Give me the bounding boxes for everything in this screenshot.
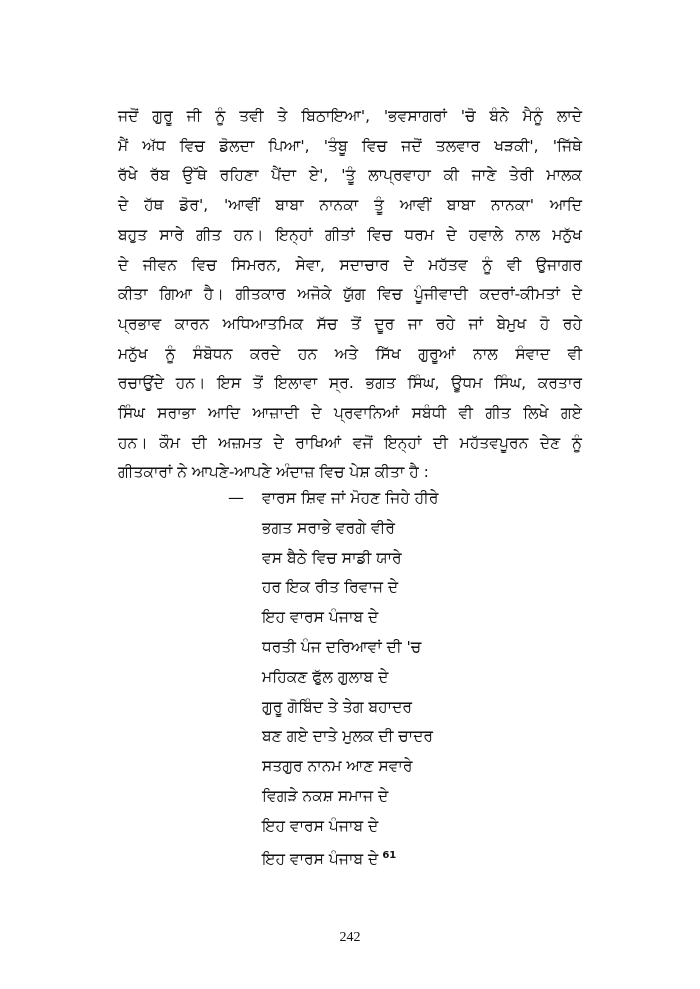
verse-line: ਬਣ ਗਏ ਦਾਤੇ ਮੁਲਕ ਦੀ ਚਾਦਰ xyxy=(262,727,434,746)
page-number: 242 xyxy=(339,930,361,945)
verse-line: ਇਹ ਵਾਰਸ ਪੰਜਾਬ ਦੇ xyxy=(262,816,379,835)
paragraph-line: ਦੇ ਜੀਵਨ ਵਿਚ ਸਿਮਰਨ, ਸੇਵਾ, ਸਦਾਚਾਰ ਦੇ ਮਹੱਤਵ ਨੂੰ ਵੀ ਉਜਾਗਰ xyxy=(118,255,582,274)
footnote-reference: 61 xyxy=(382,849,397,861)
paragraph-line: ਗੀਤਕਾਰਾਂ ਨੇ ਆਪਣੇ-ਆਪਣੇ ਅੰਦਾਜ਼ ਵਿਚ ਪੇਸ਼ ਕੀਤਾ ਹੈ : xyxy=(118,463,429,482)
paragraph-line: ਸਿੰਘ ਸਰਾਭਾ ਆਦਿ ਆਜ਼ਾਦੀ ਦੇ ਪ੍ਰਵਾਨਿਆਂ ਸਬੰਧੀ ਵੀ ਗੀਤ ਲਿਖੇ ਗਏ xyxy=(118,404,582,422)
verse-line: ਗੁਰੂ ਗੋਬਿੰਦ ਤੇ ਤੇਗ ਬਹਾਦਰ xyxy=(262,697,412,716)
verse-line: ਹਰ ਇਕ ਰੀਤ ਰਿਵਾਜ ਦੇ xyxy=(262,578,399,597)
paragraph-line: ਮੈਂ ਅੱਧ ਵਿਚ ਡੋਲਦਾ ਪਿਆ', 'ਤੰਬੂ ਵਿਚ ਜਦੋਂ ਤਲਵਾਰ ਖੜਕੀ', 'ਜਿੱਥੇ xyxy=(118,136,582,155)
paragraph-line: ਹਨ। ਕੌਮ ਦੀ ਅਜ਼ਮਤ ਦੇ ਰਾਖਿਆਂ ਵਜੋਂ ਇਨ੍ਹਾਂ ਦੀ ਮਹੱਤਵਪੂਰਨ ਦੇਣ ਨੂੰ xyxy=(118,433,582,452)
paragraph-line: ਦੇ ਹੱਥ ਡੋਰ', 'ਆਵੀਂ ਬਾਬਾ ਨਾਨਕਾ ਤੂੰ ਆਵੀਂ ਬਾਬਾ ਨਾਨਕਾ' ਆਦਿ xyxy=(118,196,582,215)
paragraph-line: ਰਚਾਉਂਦੇ ਹਨ। ਇਸ ਤੋਂ ਇਲਾਵਾ ਸ੍ਰ. ਭਗਤ ਸਿੰਘ, ਊਧਮ ਸਿੰਘ, ਕਰਤਾਰ xyxy=(118,374,582,393)
verse-line-text: ਇਹ ਵਾਰਸ ਪੰਜਾਬ ਦੇ xyxy=(262,849,379,868)
verse-dash: — xyxy=(228,488,244,507)
verse-line-with-footnote xyxy=(262,846,396,869)
paragraph-line: ਬਹੁਤ ਸਾਰੇ ਗੀਤ ਹਨ। ਇਨ੍ਹਾਂ ਗੀਤਾਂ ਵਿਚ ਧਰਮ ਦੇ ਹਵਾਲੇ ਨਾਲ ਮਨੁੱਖ xyxy=(118,225,582,244)
paragraph-line: ਮਨੁੱਖ ਨੂੰ ਸੰਬੋਧਨ ਕਰਦੇ ਹਨ ਅਤੇ ਸਿੱਖ ਗੁਰੂਆਂ ਨਾਲ ਸੰਵਾਦ ਵੀ xyxy=(118,344,582,363)
verse-line: ਇਹ ਵਾਰਸ ਪੰਜਾਬ ਦੇ xyxy=(262,608,379,627)
verse-line: ਵਾਰਸ ਸ਼ਿਵ ਜਾਂ ਮੋਹਣ ਜਿਹੇ ਹੀਰੇ xyxy=(262,489,439,507)
verse-line: ਧਰਤੀ ਪੰਜ ਦਰਿਆਵਾਂ ਦੀ 'ਚ xyxy=(262,638,422,656)
verse-line: ਮਹਿਕਣ ਫੁੱਲ ਗੁਲਾਬ ਦੇ xyxy=(262,667,389,686)
verse-line: ਭਗਤ ਸਰਾਭੇ ਵਰਗੇ ਵੀਰੇ xyxy=(262,518,395,537)
paragraph-line: ਪ੍ਰਭਾਵ ਕਾਰਨ ਅਧਿਆਤਮਿਕ ਸੱਚ ਤੋਂ ਦੂਰ ਜਾ ਰਹੇ ਜਾਂ ਬੇਮੁਖ ਹੋ ਰਹੇ xyxy=(118,314,582,333)
paragraph-line: ਕੀਤਾ ਗਿਆ ਹੈ। ਗੀਤਕਾਰ ਅਜੋਕੇ ਯੁੱਗ ਵਿਚ ਪੂੰਜੀਵਾਦੀ ਕਦਰਾਂ-ਕੀਮਤਾਂ ਦੇ xyxy=(118,285,582,304)
verse-line: ਵਿਗੜੇ ਨਕਸ਼ ਸਮਾਜ ਦੇ xyxy=(262,787,389,805)
paragraph-line: ਜਦੋਂ ਗੁਰੂ ਜੀ ਨੂੰ ਤਵੀ ਤੇ ਬਿਠਾਇਆ', 'ਭਵਸਾਗਰਾਂ 'ਚੋ ਬੰਨੇ ਮੈਨੂੰ ਲਾਦੇ xyxy=(118,107,582,125)
verse-line: ਵਸ ਬੈਠੇ ਵਿਚ ਸਾਡੀ ਯਾਰੇ xyxy=(262,548,402,567)
paragraph-line: ਰੱਖੇ ਰੱਬ ਉੱਥੇ ਰਹਿਣਾ ਪੈਂਦਾ ਏ', 'ਤੂੰ ਲਾਪ੍ਰਵਾਹਾ ਕੀ ਜਾਣੇ ਤੇਰੀ ਮਾਲਕ xyxy=(118,166,582,185)
verse-line: ਸਤਗੁਰ ਨਾਨਮ ਆਣ ਸਵਾਰੇ xyxy=(262,757,413,776)
